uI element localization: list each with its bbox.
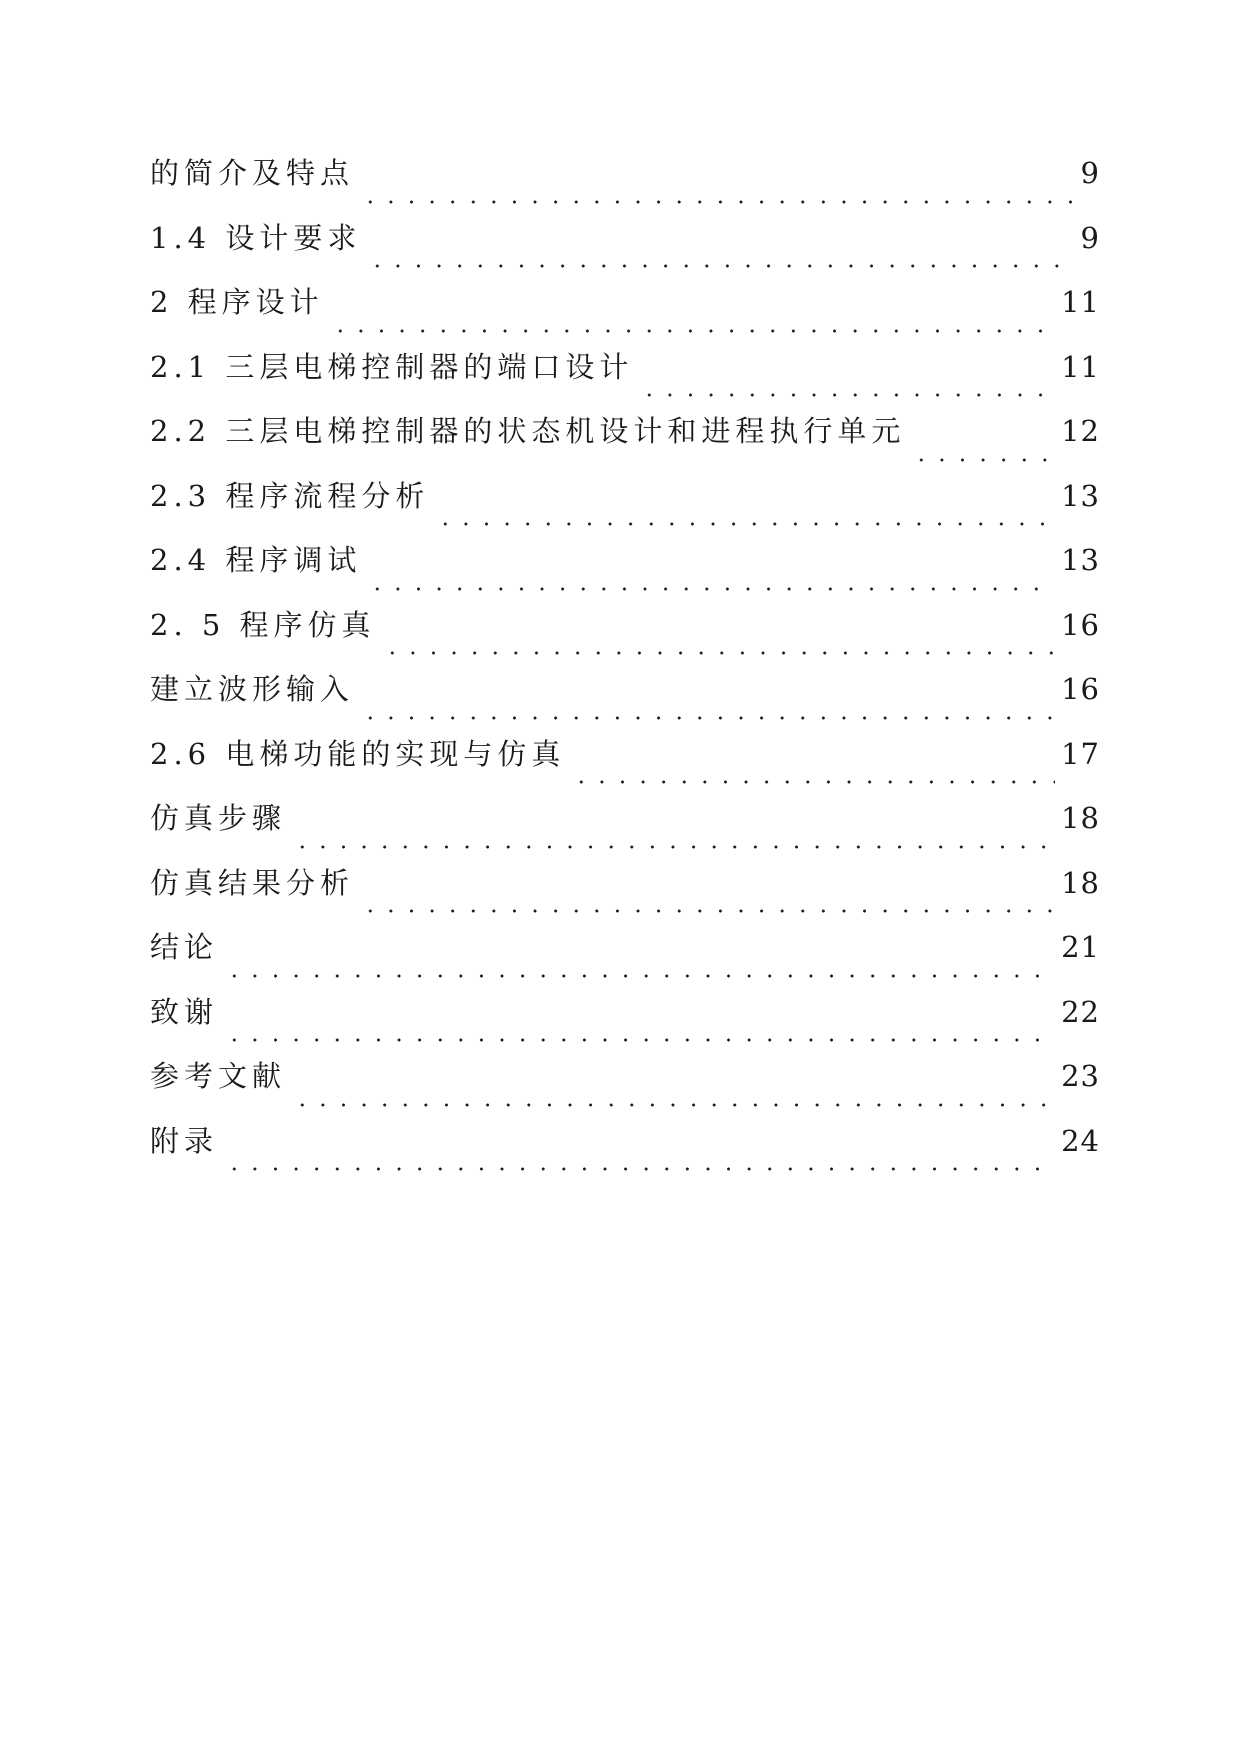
dot-leader [367, 263, 1074, 269]
toc-entry[interactable] [150, 409, 1100, 474]
toc-entry[interactable] [150, 1119, 1100, 1184]
dot-leader [330, 328, 1055, 334]
toc-entry-page: 13 [1061, 543, 1100, 577]
toc-entry[interactable] [150, 861, 1100, 926]
toc-entry-page: 23 [1061, 1059, 1100, 1093]
toc-entry-title: 2. 5 程序仿真 [150, 607, 376, 642]
toc-entry[interactable] [150, 216, 1100, 281]
toc-entry-title: 结论 [150, 930, 219, 964]
dot-leader [911, 457, 1055, 463]
toc-entry-page: 18 [1061, 801, 1100, 835]
toc-entry-page: 18 [1061, 865, 1100, 900]
dot-leader [382, 650, 1056, 656]
toc-entry-title: 2.2 三层电梯控制器的状态机设计和进程执行单元 [150, 414, 906, 448]
dot-leader [360, 908, 1055, 914]
dot-leader [292, 1102, 1055, 1108]
toc-entry[interactable] [150, 345, 1100, 410]
toc-entry-page: 21 [1061, 930, 1100, 964]
dot-leader [224, 1166, 1055, 1172]
dot-leader [292, 844, 1055, 850]
toc-entry-title: 仿真步骤 [150, 801, 287, 835]
toc-entry[interactable] [150, 732, 1100, 797]
toc-entry-page: 16 [1061, 607, 1100, 642]
toc-entry[interactable] [150, 667, 1100, 732]
toc-entry[interactable] [150, 151, 1100, 216]
toc-entry-title: 2 程序设计 [150, 285, 324, 319]
toc-entry-title: 仿真结果分析 [150, 865, 355, 900]
toc-entry-page: 24 [1061, 1123, 1100, 1158]
dot-leader [224, 1037, 1055, 1043]
dot-leader [571, 779, 1055, 785]
toc-entry[interactable] [150, 538, 1100, 603]
dot-leader [639, 392, 1055, 398]
toc-entry-title: 2.4 程序调试 [150, 543, 362, 577]
toc-entry[interactable] [150, 280, 1100, 345]
toc-entry-page: 11 [1061, 285, 1100, 319]
toc-entry[interactable] [150, 474, 1100, 539]
dot-leader [360, 715, 1055, 721]
toc-entry-page: 11 [1061, 349, 1100, 384]
toc-entry-page: 22 [1061, 994, 1100, 1029]
toc-entry[interactable] [150, 925, 1100, 990]
toc-entry-title: 2.6 电梯功能的实现与仿真 [150, 736, 566, 771]
toc-entry-title: 的简介及特点 [150, 156, 355, 190]
toc-entry-page: 9 [1080, 220, 1100, 255]
dot-leader [435, 521, 1055, 527]
toc-entry-title: 附录 [150, 1123, 219, 1158]
toc-entry[interactable] [150, 1054, 1100, 1119]
toc-entry-page: 12 [1061, 414, 1100, 448]
toc-entry-title: 参考文献 [150, 1059, 287, 1093]
table-of-contents [150, 151, 1100, 1183]
toc-entry-title: 致谢 [150, 994, 219, 1029]
toc-entry-title: 2.1 三层电梯控制器的端口设计 [150, 349, 634, 384]
dot-leader [224, 973, 1055, 979]
toc-entry[interactable] [150, 796, 1100, 861]
toc-entry[interactable] [150, 603, 1100, 668]
dot-leader [367, 586, 1055, 592]
toc-entry[interactable] [150, 990, 1100, 1055]
toc-entry-title: 建立波形输入 [150, 672, 355, 706]
toc-entry-page: 16 [1061, 672, 1100, 706]
toc-entry-page: 9 [1080, 156, 1100, 190]
toc-entry-title: 2.3 程序流程分析 [150, 478, 430, 513]
toc-entry-page: 17 [1061, 736, 1100, 771]
dot-leader [360, 199, 1075, 205]
toc-entry-page: 13 [1061, 478, 1100, 513]
toc-entry-title: 1.4 设计要求 [150, 220, 362, 255]
